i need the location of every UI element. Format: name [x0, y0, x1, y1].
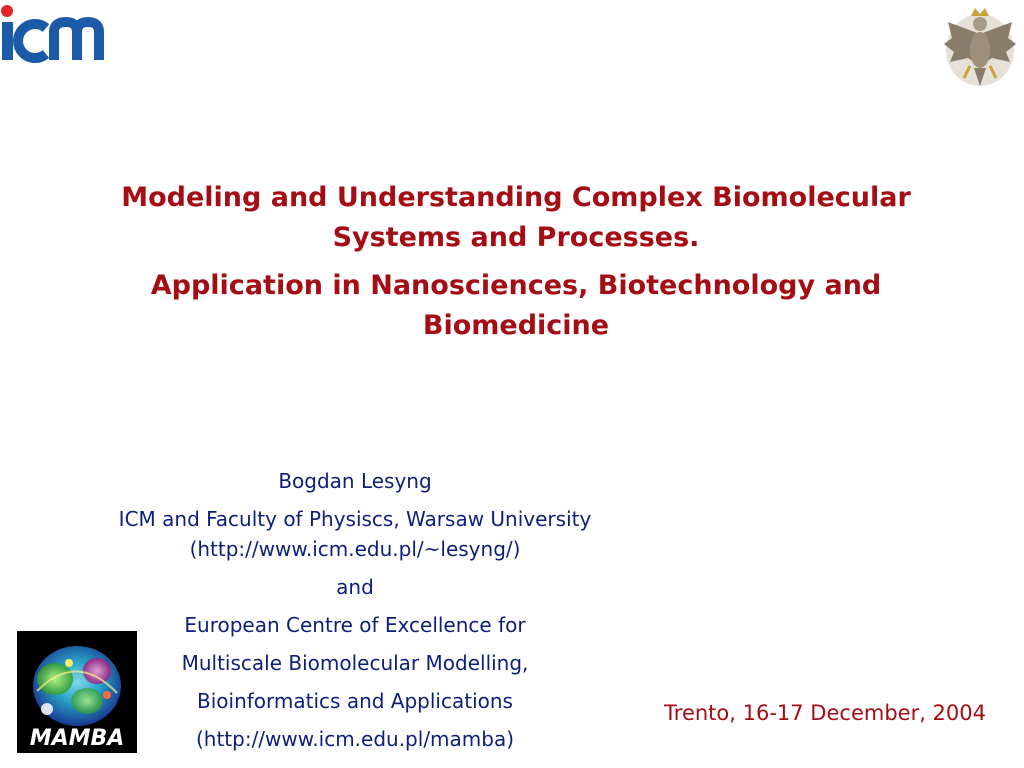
centre-line-2: Multiscale Biomolecular Modelling, [181, 651, 529, 675]
mamba-link[interactable]: (http://www.icm.edu.pl/mamba) [195, 727, 515, 751]
title-line-2: Application in Nanosciences, Biotechnology and Biomedicine [150, 270, 882, 341]
slide-title [60, 178, 972, 346]
mamba-graphic [17, 631, 137, 753]
author-block [50, 466, 660, 754]
eagle-emblem-icon [940, 4, 1020, 92]
mamba-logo-icon [17, 631, 137, 753]
title-line-1: Modeling and Understanding Complex Biomolecular Systems and Processes. [121, 182, 911, 253]
author-homepage-link[interactable]: (http://www.icm.edu.pl/~lesyng/) [189, 537, 521, 561]
icm-logo-graphic [0, 2, 104, 64]
mamba-label: MAMBA [29, 726, 125, 751]
icm-logo-icon [0, 2, 104, 64]
and-text: and [336, 575, 374, 599]
centre-line-1: European Centre of Excellence for [184, 613, 526, 637]
author-name: Bogdan Lesyng [278, 469, 432, 493]
footer-date: Trento, 16-17 December, 2004 [664, 701, 986, 725]
eagle-graphic [940, 4, 1020, 92]
author-affiliation: ICM and Faculty of Physiscs, Warsaw University [118, 507, 592, 531]
centre-line-3: Bioinformatics and Applications [197, 689, 513, 713]
